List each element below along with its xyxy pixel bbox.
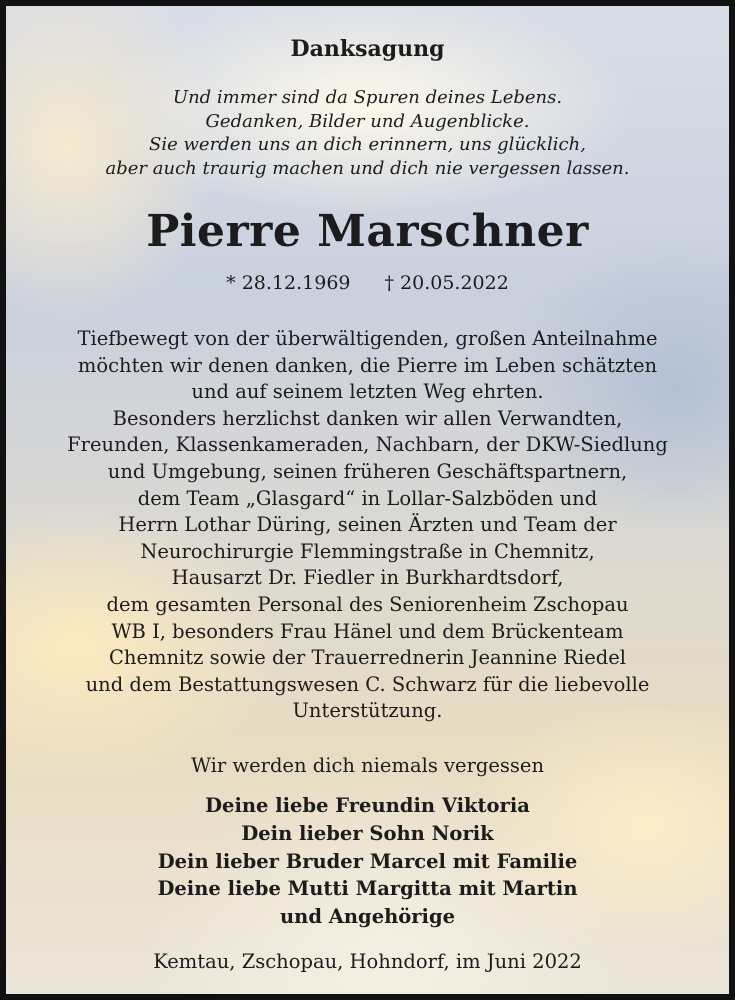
mourner: Dein lieber Sohn Norik <box>241 821 494 845</box>
motto-line: Gedanken, Bilder und Augenblicke. <box>205 110 530 132</box>
text-line: Besonders herzlichst danken wir allen Verwandten, <box>112 406 623 430</box>
text-line: WB I, besonders Frau Hänel und dem Brückenteam <box>111 619 624 643</box>
text-line: und Umgebung, seinen früheren Geschäftspartnern, <box>107 459 628 483</box>
text-line: Herrn Lothar Düring, seinen Ärzten und Team der <box>118 513 617 537</box>
text-line: Freunden, Klassenkameraden, Nachbarn, der DKW-Siedlung <box>67 433 668 457</box>
text-line: Chemnitz sowie der Trauerrednerin Jeannine Riedel <box>108 646 627 670</box>
mourner: und Angehörige <box>279 905 456 929</box>
text-line: und auf seinem letzten Weg ehrten. <box>191 380 544 404</box>
text-line: dem Team „Glasgard“ in Lollar-Salzböden und <box>137 486 598 510</box>
text-line: und dem Bestattungswesen C. Schwarz für die liebevolle <box>85 672 650 696</box>
closing-line: Wir werden dich niemals vergessen <box>190 754 545 777</box>
motto-line: aber auch traurig machen und dich nie vergessen lassen. <box>105 157 630 179</box>
mourners-list <box>6 792 729 931</box>
birth-date: * 28.12.1969 <box>226 272 351 294</box>
text-line: dem gesamten Personal des Seniorenheim Zschopau <box>106 592 629 616</box>
motto-line: Sie werden uns an dich erinnern, uns glücklich, <box>149 134 586 155</box>
thanks-text <box>6 326 729 725</box>
text-line: Neurochirurgie Flemmingstraße in Chemnitz, <box>140 539 595 563</box>
text-line: Unterstützung. <box>292 699 443 723</box>
life-dates <box>6 272 729 294</box>
deceased-name: Pierre Marschner <box>146 206 589 257</box>
motto-line: Und immer sind da Spuren deines Lebens. <box>172 87 563 108</box>
death-date: † 20.05.2022 <box>384 272 509 294</box>
notice-title: Danksagung <box>290 36 445 62</box>
text-line: Tiefbewegt von der überwältigenden, großen Anteilnahme <box>77 327 658 350</box>
mourner: Deine liebe Freundin Viktoria <box>205 794 530 817</box>
mourner: Deine liebe Mutti Margitta mit Martin <box>157 877 578 901</box>
mourner: Dein lieber Bruder Marcel mit Familie <box>157 849 578 873</box>
text-line: möchten wir denen danken, die Pierre im Leben schätzten <box>77 353 658 377</box>
motto-verse <box>6 86 729 180</box>
text-line: Hausarzt Dr. Fiedler in Burkhardtsdorf, <box>171 566 564 590</box>
place-and-date: Kemtau, Zschopau, Hohndorf, im Juni 2022 <box>153 950 582 973</box>
